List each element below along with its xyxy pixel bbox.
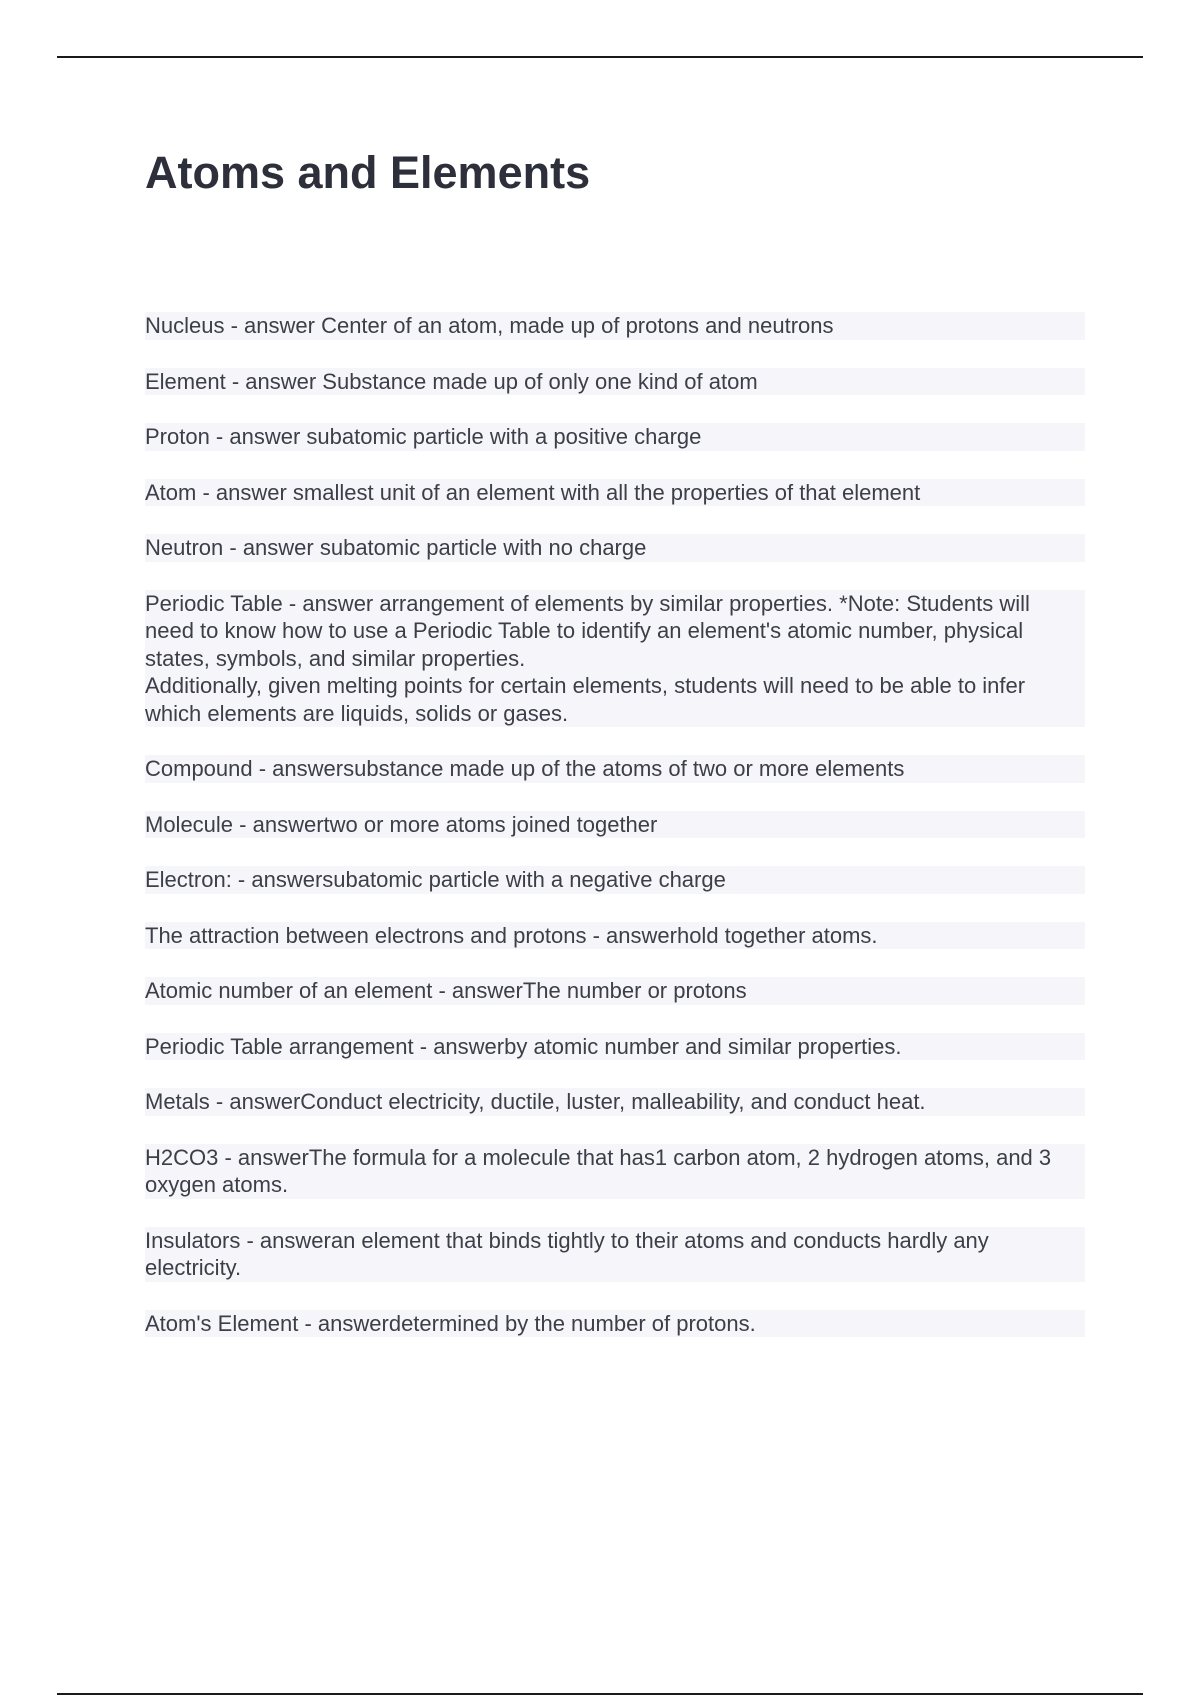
qa-item-electron: Electron: - answersubatomic particle with a negative charge: [145, 866, 1085, 894]
qa-item-molecule: Molecule - answertwo or more atoms joined together: [145, 811, 1085, 839]
qa-item-atomic-number: Atomic number of an element - answerThe number or protons: [145, 977, 1085, 1005]
qa-item-periodic-table: Periodic Table - answer arrangement of elements by similar properties. *Note: Students will need to know how to use a Periodic Table to identify an element's atomic number, physical states, symbols, and similar properties. Additionally, given melting points for certain elements, students will need to be able to infer which elements are liquids, solids or gases.: [145, 590, 1085, 728]
qa-item-metals: Metals - answerConduct electricity, ductile, luster, malleability, and conduct heat.: [145, 1088, 1085, 1116]
qa-item-neutron: Neutron - answer subatomic particle with no charge: [145, 534, 1085, 562]
qa-item-attraction: The attraction between electrons and protons - answerhold together atoms.: [145, 922, 1085, 950]
qa-item-atom: Atom - answer smallest unit of an element with all the properties of that element: [145, 479, 1085, 507]
qa-item-insulators: Insulators - answeran element that binds tightly to their atoms and conducts hardly any electricity.: [145, 1227, 1085, 1282]
qa-item-element: Element - answer Substance made up of only one kind of atom: [145, 368, 1085, 396]
qa-item-atoms-element: Atom's Element - answerdetermined by the number of protons.: [145, 1310, 1085, 1338]
qa-item-periodic-arrangement: Periodic Table arrangement - answerby atomic number and similar properties.: [145, 1033, 1085, 1061]
qa-item-compound: Compound - answersubstance made up of the atoms of two or more elements: [145, 755, 1085, 783]
qa-item-proton: Proton - answer subatomic particle with a positive charge: [145, 423, 1085, 451]
document-title: Atoms and Elements: [145, 147, 591, 198]
qa-list: [145, 312, 1085, 1365]
qa-item-h2co3: H2CO3 - answerThe formula for a molecule that has1 carbon atom, 2 hydrogen atoms, and 3 oxygen atoms.: [145, 1144, 1085, 1199]
qa-item-nucleus: Nucleus - answer Center of an atom, made up of protons and neutrons: [145, 312, 1085, 340]
top-rule: [57, 56, 1143, 58]
bottom-rule: [57, 1693, 1143, 1695]
